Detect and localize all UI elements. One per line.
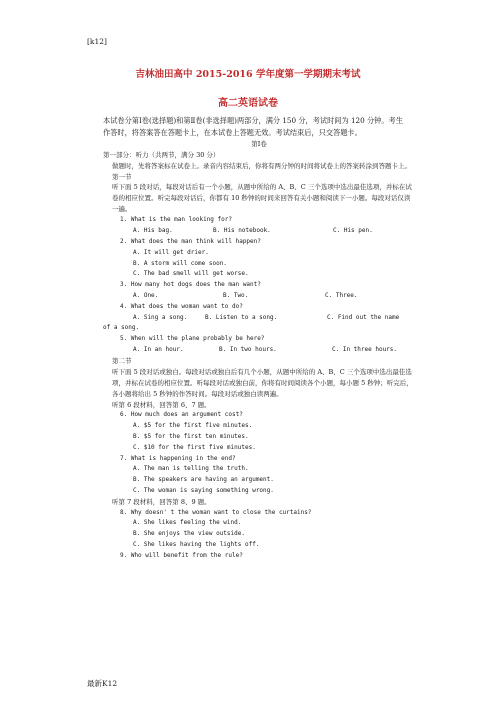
option-b: B. $5 for the first ten minutes.: [133, 432, 249, 440]
question-4-options: [103, 313, 415, 324]
option-c: C. His pen.: [333, 227, 373, 235]
material-7-note: 听第 7 段材料，回答第 8、9 题。: [112, 497, 211, 506]
instructions: 做题时，先将答案标在试卷上。录音内容结束后，你将有两分钟的时间将试卷上的答案转涂到答题卡上。: [112, 161, 411, 170]
option-b: B. A storm will come soon.: [133, 259, 227, 267]
questions-block-1: [103, 215, 415, 355]
exam-subtitle: 高二英语试卷: [218, 98, 278, 109]
option-c: C. Three.: [325, 291, 358, 299]
option-c: C. In three hours.: [332, 345, 398, 353]
question-5: 5. When will the plane probably be here?: [120, 335, 265, 343]
section2-title: 第二节: [112, 356, 132, 365]
volume-label: 第Ⅰ卷: [251, 140, 267, 148]
question-8: 8. Why doesn' t the woman want to close the curtains?: [120, 508, 312, 516]
option-b: B. She enjoys the view outside.: [133, 530, 245, 538]
question-2: 2. What does the man think will happen?: [120, 237, 261, 245]
question-9: 9. Who will benefit from the rule?: [120, 551, 243, 559]
question-7: 7. What is happening in the end?: [120, 454, 236, 462]
section1-desc: 听下面 5 段对话，每段对话后有一个小题，从题中所给的 A、B、C 三个选项中选出最佳选项，并标在试卷的相应位置。听完每段对话后，你都有 10 秒钟的时间来回答有关小题和阅读下一小题。每段对话仅读一遍。: [112, 183, 412, 214]
option-c: C. Find out the name: [327, 313, 400, 321]
option-b: B. Listen to a song.: [205, 313, 278, 321]
option-b: B. In two hours.: [219, 345, 277, 353]
question-6: 6. How much does an argument cost?: [120, 411, 243, 419]
exam-intro: 本试卷分第Ⅰ卷(选择题)和第Ⅱ卷(非选择题)两部分，满分 150 分，考试时间为 120 分钟。考生作答时，将答案答在答题卡上，在本试卷上答题无效。考试结束后，只交答题卡。: [103, 116, 403, 137]
question-5-options: [103, 345, 415, 356]
option-b: B. The speakers are having an argument.: [133, 476, 274, 484]
option-a: A. Sing a song.: [133, 313, 188, 321]
material-6-note: 听第 6 段材料，回答第 6、7 题。: [112, 400, 211, 409]
exam-body: [103, 139, 415, 562]
header-tag: [k12]: [87, 37, 107, 46]
part-heading: 第一部分：听力（共两节，满分 30 分）: [103, 150, 220, 159]
option-c: C. $10 for the first five minutes.: [133, 443, 256, 451]
exam-title: 吉林油田高中 2015-2016 学年度第一学期期末考试: [135, 69, 361, 80]
option-c: C. She likes having the lights off.: [133, 540, 260, 548]
option-a: A. She likes feeling the wind.: [133, 519, 242, 527]
option-a: A. It will get drier.: [133, 248, 209, 256]
questions-block-3: [103, 508, 415, 562]
questions-block-2: [103, 410, 415, 496]
option-c: C. The woman is saying something wrong.: [133, 486, 274, 494]
option-b: B. His notebook.: [213, 227, 271, 235]
footer-tag: 最新K12: [87, 679, 118, 688]
option-c: C. The bad smell will get worse.: [133, 270, 249, 278]
option-b: B. Two.: [223, 291, 249, 299]
option-a: A. $5 for the first five minutes.: [133, 422, 253, 430]
question-3-options: [103, 291, 415, 302]
section2-desc: 听下面 5 段对话或独白。每段对话或独白后有几个小题，从题中所给的 A、B、C 三个选项中选出最佳选项，并标在试卷的相应位置。听每段对话或独白前，你将有时间阅读各个小题，每小题 5 秒钟；听完后，各小题将给出 5 秒钟的作答时间。每段对话或独白读两遍。: [112, 367, 413, 398]
question-1: 1. What is the man looking for?: [120, 216, 232, 224]
question-1-options: [103, 226, 415, 237]
option-c-continuation: of a song.: [103, 324, 140, 332]
option-a: A. In an hour.: [133, 345, 184, 353]
question-4: 4. What does the woman want to do?: [120, 302, 243, 310]
question-3: 3. How many hot dogs does the man want?: [120, 281, 261, 289]
option-a: A. His bag.: [133, 227, 173, 235]
section1-title: 第一节: [112, 172, 132, 181]
option-a: A. One.: [133, 291, 159, 299]
option-a: A. The man is telling the truth.: [133, 465, 249, 473]
